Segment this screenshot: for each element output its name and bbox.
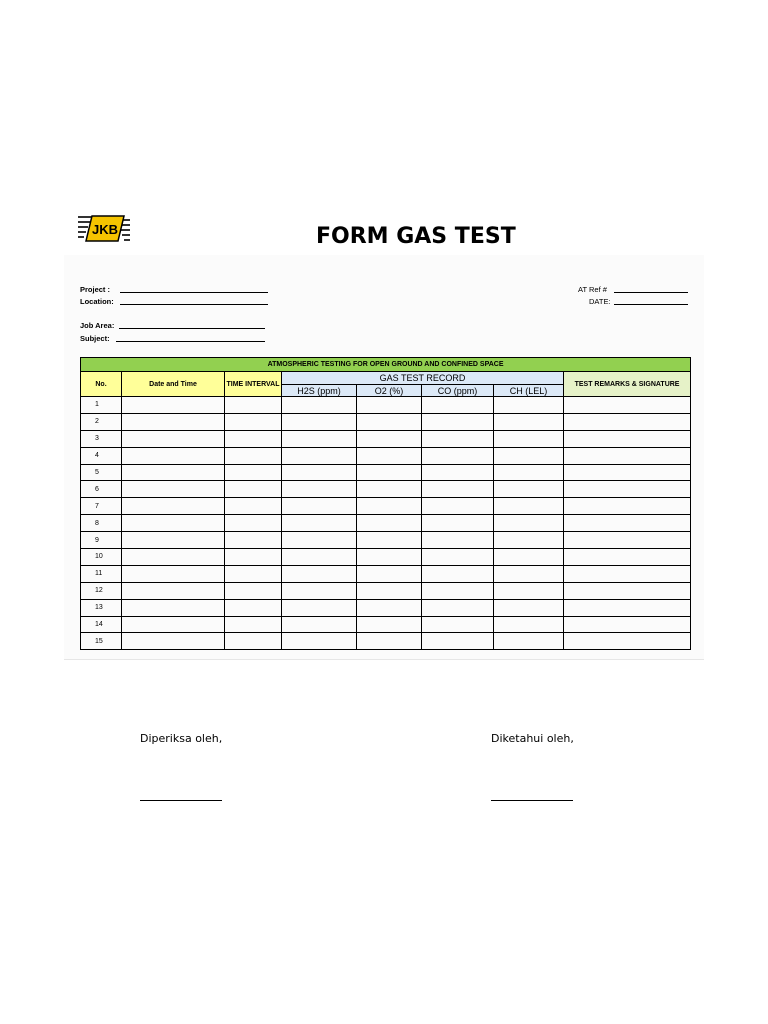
row-number: 3 [81, 430, 122, 447]
row-number: 9 [81, 532, 122, 549]
remarks-cell[interactable] [564, 464, 691, 481]
remarks-cell[interactable] [564, 582, 691, 599]
subject-label: Subject: [80, 334, 110, 343]
header-h2s: H2S (ppm) [282, 385, 357, 397]
time-interval-cell[interactable] [225, 616, 282, 633]
co-cell[interactable] [422, 464, 494, 481]
h2s-cell[interactable] [282, 430, 357, 447]
date-time-cell[interactable] [122, 498, 225, 515]
o2-cell[interactable] [357, 616, 422, 633]
remarks-cell[interactable] [564, 565, 691, 582]
co-cell[interactable] [422, 633, 494, 650]
date-time-cell[interactable] [122, 430, 225, 447]
location-label: Location: [80, 297, 114, 306]
checked-by-signature-line[interactable] [140, 800, 222, 801]
co-cell[interactable] [422, 498, 494, 515]
h2s-cell[interactable] [282, 447, 357, 464]
time-interval-cell[interactable] [225, 413, 282, 430]
row-number: 1 [81, 397, 122, 414]
table-row [81, 599, 691, 616]
time-interval-cell[interactable] [225, 430, 282, 447]
o2-cell[interactable] [357, 582, 422, 599]
remarks-cell[interactable] [564, 397, 691, 414]
co-cell[interactable] [422, 599, 494, 616]
remarks-cell[interactable] [564, 413, 691, 430]
table-row [81, 430, 691, 447]
table-row [81, 582, 691, 599]
h2s-cell[interactable] [282, 633, 357, 650]
table-row [81, 515, 691, 532]
time-interval-cell[interactable] [225, 464, 282, 481]
time-interval-cell[interactable] [225, 447, 282, 464]
ch-cell[interactable] [494, 549, 564, 566]
o2-cell[interactable] [357, 498, 422, 515]
h2s-cell[interactable] [282, 464, 357, 481]
co-cell[interactable] [422, 532, 494, 549]
co-cell[interactable] [422, 413, 494, 430]
o2-cell[interactable] [357, 413, 422, 430]
remarks-cell[interactable] [564, 549, 691, 566]
date-line[interactable] [614, 304, 688, 305]
o2-cell[interactable] [357, 481, 422, 498]
ch-cell[interactable] [494, 633, 564, 650]
remarks-cell[interactable] [564, 447, 691, 464]
h2s-cell[interactable] [282, 549, 357, 566]
job-area-label: Job Area: [80, 321, 115, 330]
project-label: Project : [80, 285, 111, 294]
ch-cell[interactable] [494, 413, 564, 430]
date-time-cell[interactable] [122, 633, 225, 650]
table-band-title: ATMOSPHERIC TESTING FOR OPEN GROUND AND CONFINED SPACE [81, 358, 691, 372]
acknowledged-by-signature-line[interactable] [491, 800, 573, 801]
date-time-cell[interactable] [122, 532, 225, 549]
h2s-cell[interactable] [282, 565, 357, 582]
job-area-line[interactable] [119, 328, 265, 329]
header-gas-test-record: GAS TEST RECORD [282, 372, 564, 385]
remarks-cell[interactable] [564, 633, 691, 650]
o2-cell[interactable] [357, 565, 422, 582]
h2s-cell[interactable] [282, 532, 357, 549]
project-line[interactable] [120, 292, 268, 293]
time-interval-cell[interactable] [225, 481, 282, 498]
row-number: 11 [81, 565, 122, 582]
header-date-time: Date and Time [122, 372, 225, 397]
date-time-cell[interactable] [122, 565, 225, 582]
h2s-cell[interactable] [282, 599, 357, 616]
ch-cell[interactable] [494, 599, 564, 616]
ch-cell[interactable] [494, 397, 564, 414]
date-time-cell[interactable] [122, 397, 225, 414]
location-line[interactable] [120, 304, 268, 305]
ch-cell[interactable] [494, 464, 564, 481]
date-time-cell[interactable] [122, 464, 225, 481]
header-remarks: TEST REMARKS & SIGNATURE [564, 372, 691, 397]
ch-cell[interactable] [494, 515, 564, 532]
o2-cell[interactable] [357, 397, 422, 414]
date-time-cell[interactable] [122, 616, 225, 633]
row-number: 14 [81, 616, 122, 633]
co-cell[interactable] [422, 565, 494, 582]
date-time-cell[interactable] [122, 413, 225, 430]
date-time-cell[interactable] [122, 549, 225, 566]
table-row [81, 498, 691, 515]
o2-cell[interactable] [357, 430, 422, 447]
header-o2: O2 (%) [357, 385, 422, 397]
remarks-cell[interactable] [564, 532, 691, 549]
co-cell[interactable] [422, 515, 494, 532]
co-cell[interactable] [422, 582, 494, 599]
remarks-cell[interactable] [564, 498, 691, 515]
o2-cell[interactable] [357, 464, 422, 481]
header-co: CO (ppm) [422, 385, 494, 397]
row-number: 5 [81, 464, 122, 481]
at-ref-label: AT Ref # [578, 285, 607, 294]
o2-cell[interactable] [357, 532, 422, 549]
time-interval-cell[interactable] [225, 582, 282, 599]
remarks-cell[interactable] [564, 515, 691, 532]
row-number: 15 [81, 633, 122, 650]
table-row [81, 447, 691, 464]
time-interval-cell[interactable] [225, 532, 282, 549]
o2-cell[interactable] [357, 447, 422, 464]
row-number: 8 [81, 515, 122, 532]
row-number: 12 [81, 582, 122, 599]
date-time-cell[interactable] [122, 515, 225, 532]
header-ch: CH (LEL) [494, 385, 564, 397]
checked-by-label: Diperiksa oleh, [140, 732, 223, 745]
h2s-cell[interactable] [282, 397, 357, 414]
row-number: 2 [81, 413, 122, 430]
co-cell[interactable] [422, 481, 494, 498]
table-row [81, 616, 691, 633]
logo-text: JKB [91, 222, 119, 237]
co-cell[interactable] [422, 447, 494, 464]
ch-cell[interactable] [494, 565, 564, 582]
gas-test-table [80, 357, 691, 650]
h2s-cell[interactable] [282, 413, 357, 430]
co-cell[interactable] [422, 616, 494, 633]
h2s-cell[interactable] [282, 515, 357, 532]
h2s-cell[interactable] [282, 616, 357, 633]
time-interval-cell[interactable] [225, 498, 282, 515]
o2-cell[interactable] [357, 599, 422, 616]
date-time-cell[interactable] [122, 447, 225, 464]
h2s-cell[interactable] [282, 582, 357, 599]
remarks-cell[interactable] [564, 430, 691, 447]
h2s-cell[interactable] [282, 481, 357, 498]
header-no: No. [81, 372, 122, 397]
ch-cell[interactable] [494, 447, 564, 464]
time-interval-cell[interactable] [225, 633, 282, 650]
ch-cell[interactable] [494, 616, 564, 633]
at-ref-line[interactable] [614, 292, 688, 293]
table-row [81, 633, 691, 650]
ch-cell[interactable] [494, 582, 564, 599]
time-interval-cell[interactable] [225, 549, 282, 566]
co-cell[interactable] [422, 397, 494, 414]
header-time-interval: TIME INTERVAL [225, 372, 282, 397]
h2s-cell[interactable] [282, 498, 357, 515]
acknowledged-by-label: Diketahui oleh, [491, 732, 574, 745]
row-number: 6 [81, 481, 122, 498]
row-number: 10 [81, 549, 122, 566]
table-row [81, 397, 691, 414]
jkb-logo [78, 214, 130, 243]
ch-cell[interactable] [494, 498, 564, 515]
row-number: 13 [81, 599, 122, 616]
o2-cell[interactable] [357, 549, 422, 566]
remarks-cell[interactable] [564, 481, 691, 498]
o2-cell[interactable] [357, 515, 422, 532]
row-number: 7 [81, 498, 122, 515]
table-row [81, 565, 691, 582]
remarks-cell[interactable] [564, 616, 691, 633]
time-interval-cell[interactable] [225, 397, 282, 414]
subject-line[interactable] [116, 341, 265, 342]
co-cell[interactable] [422, 430, 494, 447]
row-number: 4 [81, 447, 122, 464]
co-cell[interactable] [422, 549, 494, 566]
date-label: DATE: [589, 297, 611, 306]
remarks-cell[interactable] [564, 599, 691, 616]
date-time-cell[interactable] [122, 582, 225, 599]
date-time-cell[interactable] [122, 481, 225, 498]
table-row [81, 464, 691, 481]
ch-cell[interactable] [494, 481, 564, 498]
time-interval-cell[interactable] [225, 599, 282, 616]
time-interval-cell[interactable] [225, 515, 282, 532]
table-row [81, 532, 691, 549]
table-row [81, 549, 691, 566]
table-row [81, 481, 691, 498]
table-row [81, 413, 691, 430]
ch-cell[interactable] [494, 430, 564, 447]
time-interval-cell[interactable] [225, 565, 282, 582]
o2-cell[interactable] [357, 633, 422, 650]
page-title: FORM GAS TEST [316, 224, 516, 249]
ch-cell[interactable] [494, 532, 564, 549]
date-time-cell[interactable] [122, 599, 225, 616]
